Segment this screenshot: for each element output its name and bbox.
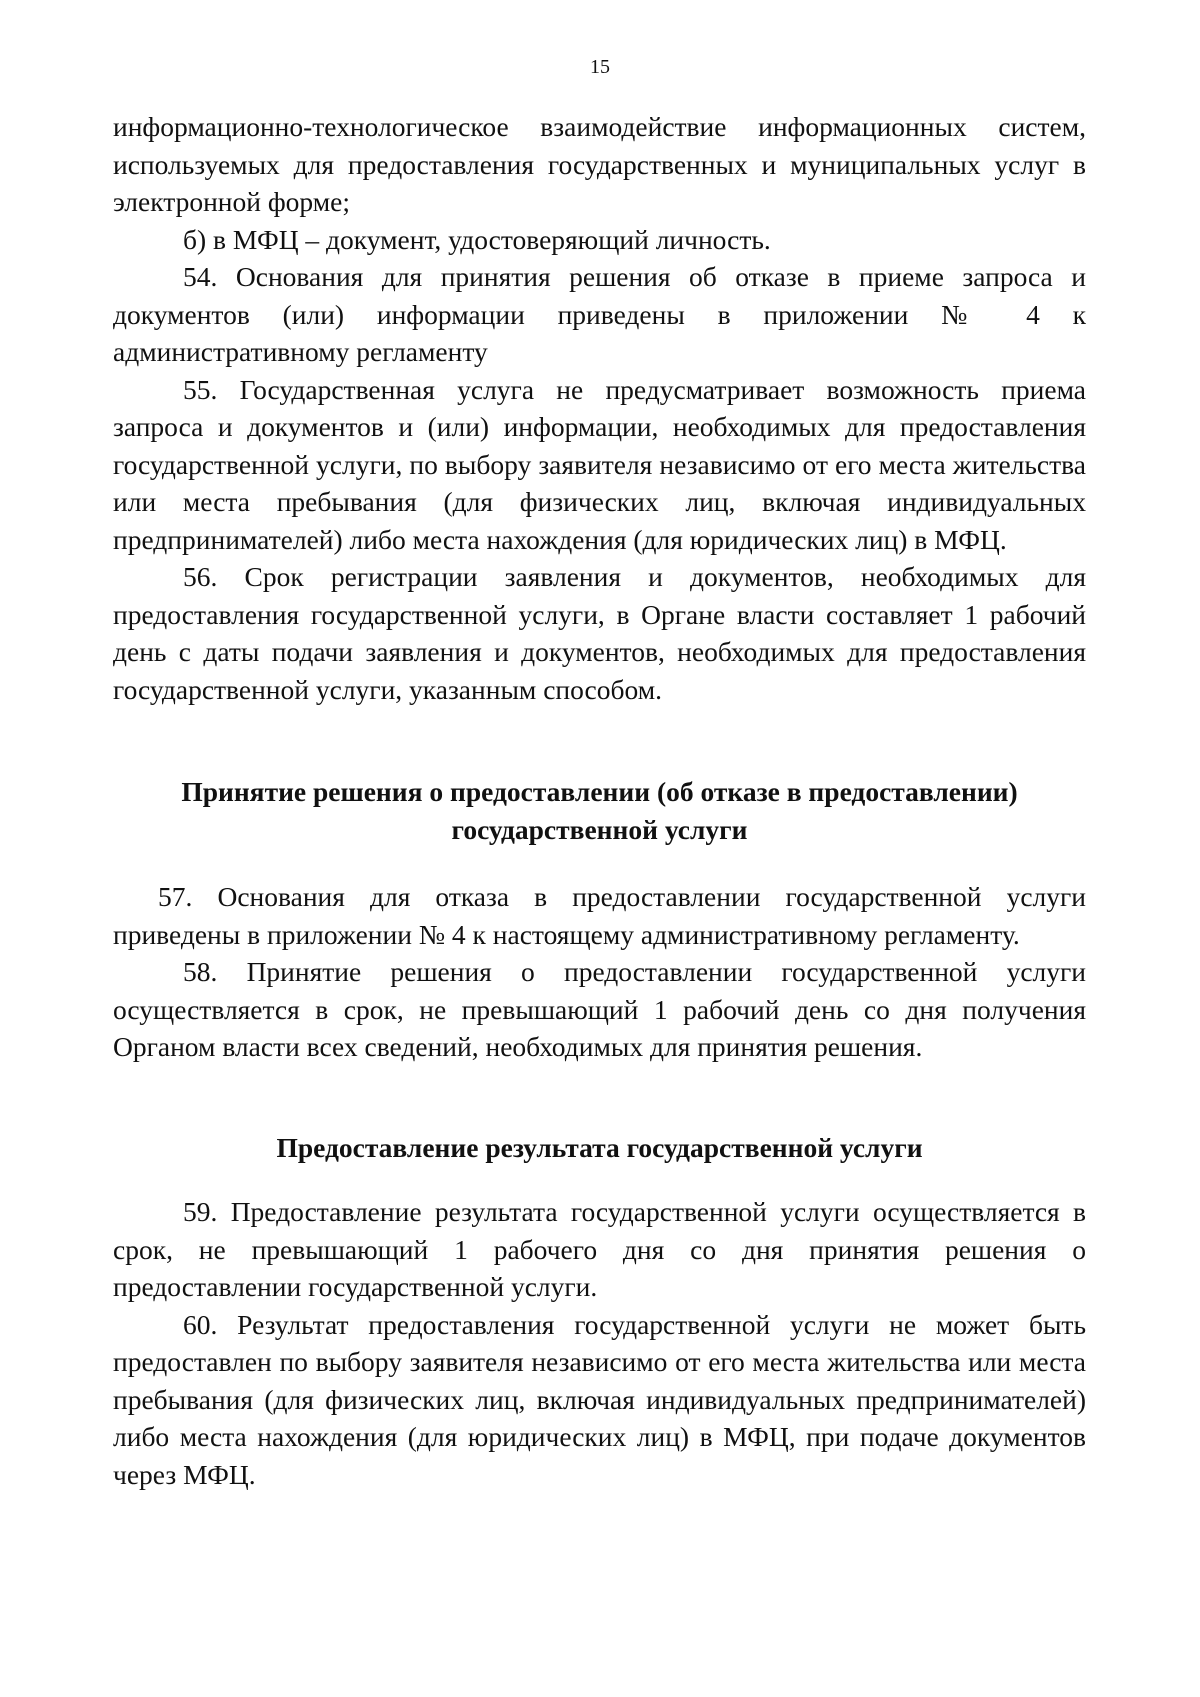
paragraph-continuation: информационно-технологическое взаимодействие информационных систем, используемых для предоставления государственных и муниципальных услуг в электронной форме; bbox=[113, 111, 1086, 217]
paragraph-55: 55. Государственная услуга не предусматривает возможность приема запроса и документов и (или) информации, необходимых для предоставления государственной услуги, по выбору заявителя независимо от его места жительства или места пребывания (для физических лиц, включая индивидуальных предпринимателей) либо места нахождения (для юридических лиц) в МФЦ. bbox=[113, 373, 1086, 555]
section-heading-decision bbox=[113, 773, 1086, 848]
paragraph-57: 57. Основания для отказа в предоставлении государственной услуги приведены в приложении № 4 к настоящему административному регламенту. bbox=[113, 881, 1086, 950]
paragraph-59: 59. Предоставление результата государственной услуги осуществляется в срок, не превышающий 1 рабочего дня со дня принятия решения о предоставлении государственной услуги. bbox=[113, 1196, 1086, 1302]
paragraph-item-b: б) в МФЦ – документ, удостоверяющий личность. bbox=[183, 223, 771, 255]
paragraph-56: 56. Срок регистрации заявления и документов, необходимых для предоставления государственной услуги, в Органе власти составляет 1 рабочий день с даты подачи заявления и документов, необходимых для предоставления государственной услуги, указанным способом. bbox=[113, 561, 1086, 705]
section-heading-decision-line-2: государственной услуги bbox=[451, 813, 748, 845]
section-heading-result: Предоставление результата государственной услуги bbox=[276, 1131, 923, 1163]
document-body bbox=[113, 108, 1086, 1493]
section-heading-decision-line-1: Принятие решения о предоставлении (об отказе в предоставлении) bbox=[181, 776, 1018, 807]
paragraph-58: 58. Принятие решения о предоставлении государственной услуги осуществляется в срок, не превышающий 1 рабочий день со дня получения Органом власти всех сведений, необходимых для принятия решения. bbox=[113, 956, 1086, 1062]
page-number: 15 bbox=[590, 56, 610, 78]
paragraph-60: 60. Результат предоставления государственной услуги не может быть предоставлен по выбору заявителя независимо от его места жительства или места пребывания (для физических лиц, включая индивидуальных предпринимателей) либо места нахождения (для юридических лиц) в МФЦ, при подаче документов через МФЦ. bbox=[113, 1308, 1086, 1490]
paragraph-54: 54. Основания для принятия решения об отказе в приеме запроса и документов (или) информации приведены в приложении № 4 к административному регламенту bbox=[113, 261, 1086, 367]
